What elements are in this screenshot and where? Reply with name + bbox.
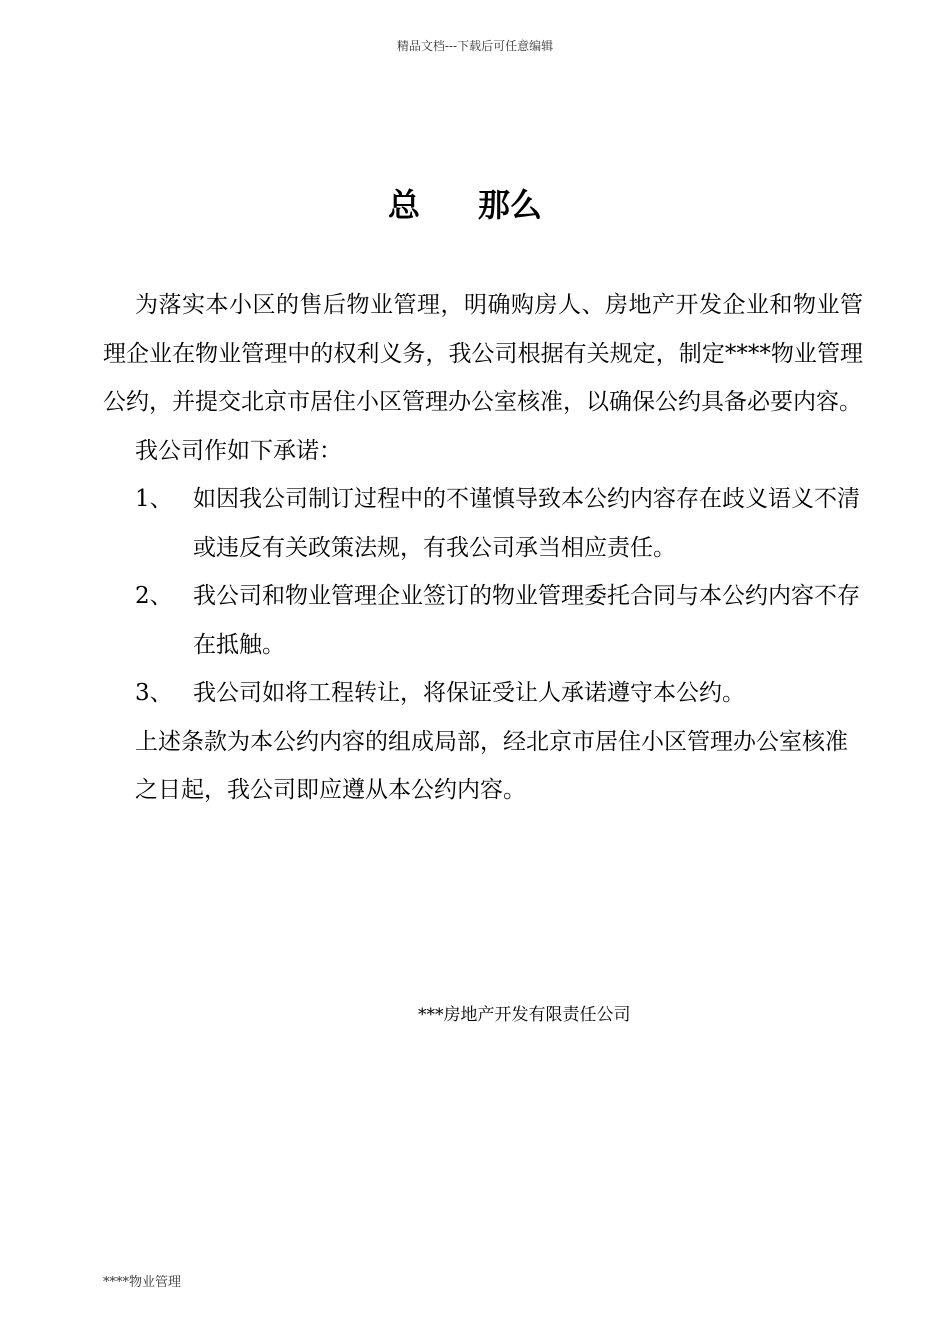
commitment-intro: 我公司作如下承诺： <box>135 437 342 464</box>
title-part-2: 那么 <box>478 186 543 224</box>
commitment-list <box>103 475 863 718</box>
company-signature: ***房地产开发有限责任公司 <box>418 1005 631 1025</box>
intro-paragraph: 为落实本小区的售后物业管理，明确购房人、房地产开发企业和物业管理企业在物业管理中的权利义务，我公司根据有关规定，制定****物业管理公约，并提交北京市居住小区管理办公室核准，以确保公约具备必要内容。 <box>103 292 863 415</box>
closing-paragraph: 上述条款为本公约内容的组成局部，经北京市居住小区管理办公室核准之日起，我公司即应遵从本公约内容。 <box>135 728 848 803</box>
commitment-text: 我公司如将工程转让，将保证受让人承诺遵守本公约。 <box>193 680 745 706</box>
title-part-1: 总 <box>388 186 421 224</box>
commitment-item-2 <box>103 572 863 669</box>
page-header: 精品文档---下载后可任意编辑 <box>396 39 554 53</box>
document-body <box>103 281 863 815</box>
commitment-text: 我公司和物业管理企业签订的物业管理委托合同与本公约内容不存在抵触。 <box>193 583 860 658</box>
commitment-number: 3、 <box>135 680 173 706</box>
commitment-item-3 <box>103 669 863 718</box>
page-footer: ****物业管理 <box>103 1275 182 1290</box>
commitment-item-1 <box>103 475 863 572</box>
commitment-text: 如因我公司制订过程中的不谨慎导致本公约内容存在歧义语义不清或违反有关政策法规，有我公司承当相应责任。 <box>193 486 860 561</box>
document-title <box>388 180 542 226</box>
commitment-number: 2、 <box>135 583 173 609</box>
commitment-number: 1、 <box>135 486 173 512</box>
